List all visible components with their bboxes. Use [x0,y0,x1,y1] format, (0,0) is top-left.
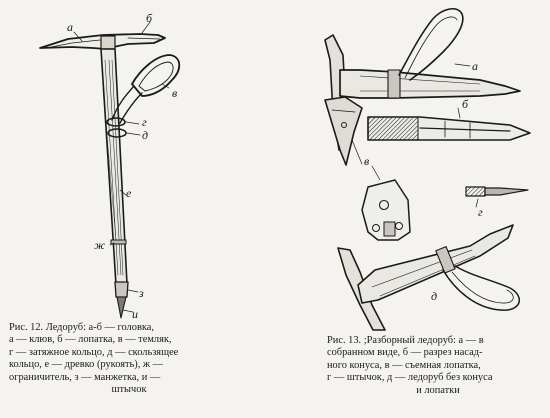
figure-12-caption-line-1: Рис. 12. Ледоруб: а-б — головка, [9,322,154,333]
axe-without-cone-shape [338,225,519,330]
figure-12-caption-line-5: ограничитель, з — манжетка, и — [9,371,161,383]
figure-13-label-a: а [472,59,478,73]
figure-13-caption-line-2: собранном виде, б — разрез насад- [327,347,483,359]
figure-12-label-i: и [132,307,138,321]
figure-12-label-g: г [142,115,147,129]
figure-13-label-d: д [431,289,438,303]
figure-12-ice-axe-drawing [40,22,179,318]
figure-12-caption-line-3: г — затяжное кольцо, д — скользящее [9,346,179,358]
axe-head-shape [40,34,165,49]
figure-12-label-a: а [67,20,73,34]
axe-shaft-shape [101,49,128,318]
figure-12-label-zh: ж [94,238,106,252]
figure-12-caption-line-6: штычок [111,384,147,396]
figure-13-collapsible-axe-drawing [325,9,530,330]
spike-shape [466,187,528,196]
figure-12-label-z: з [139,286,144,300]
figure-13-label-b: б [462,97,469,111]
figure-13-caption [327,335,549,397]
figure-12-caption-line-2: а — клюв, б — лопатка, в — темляк, [9,334,172,346]
figure-12-label-d: д [142,128,149,142]
figure-12-label-v: в [172,86,178,100]
figure-12-label-e: е [126,186,132,200]
figure-12-caption-line-4: кольцо, е — древко (рукоять), ж — [9,359,164,371]
figure-12-caption [9,322,249,396]
figure-12-label-b: б [146,11,153,25]
figure-13-caption-line-3: ного конуса, в — съемная лопатка, [327,359,481,371]
figure-13-caption-line-4: г — штычок, д — ледоруб без конуса [327,372,493,384]
figure-13-label-g: г [478,205,483,219]
figure-13-label-v: в [364,154,370,168]
cone-section-shape [368,117,530,140]
figure-13-caption-line-1: Рис. 13. ;Разборный ледоруб: а — в [327,335,484,346]
figure-13-caption-line-5: и лопатки [416,384,460,396]
